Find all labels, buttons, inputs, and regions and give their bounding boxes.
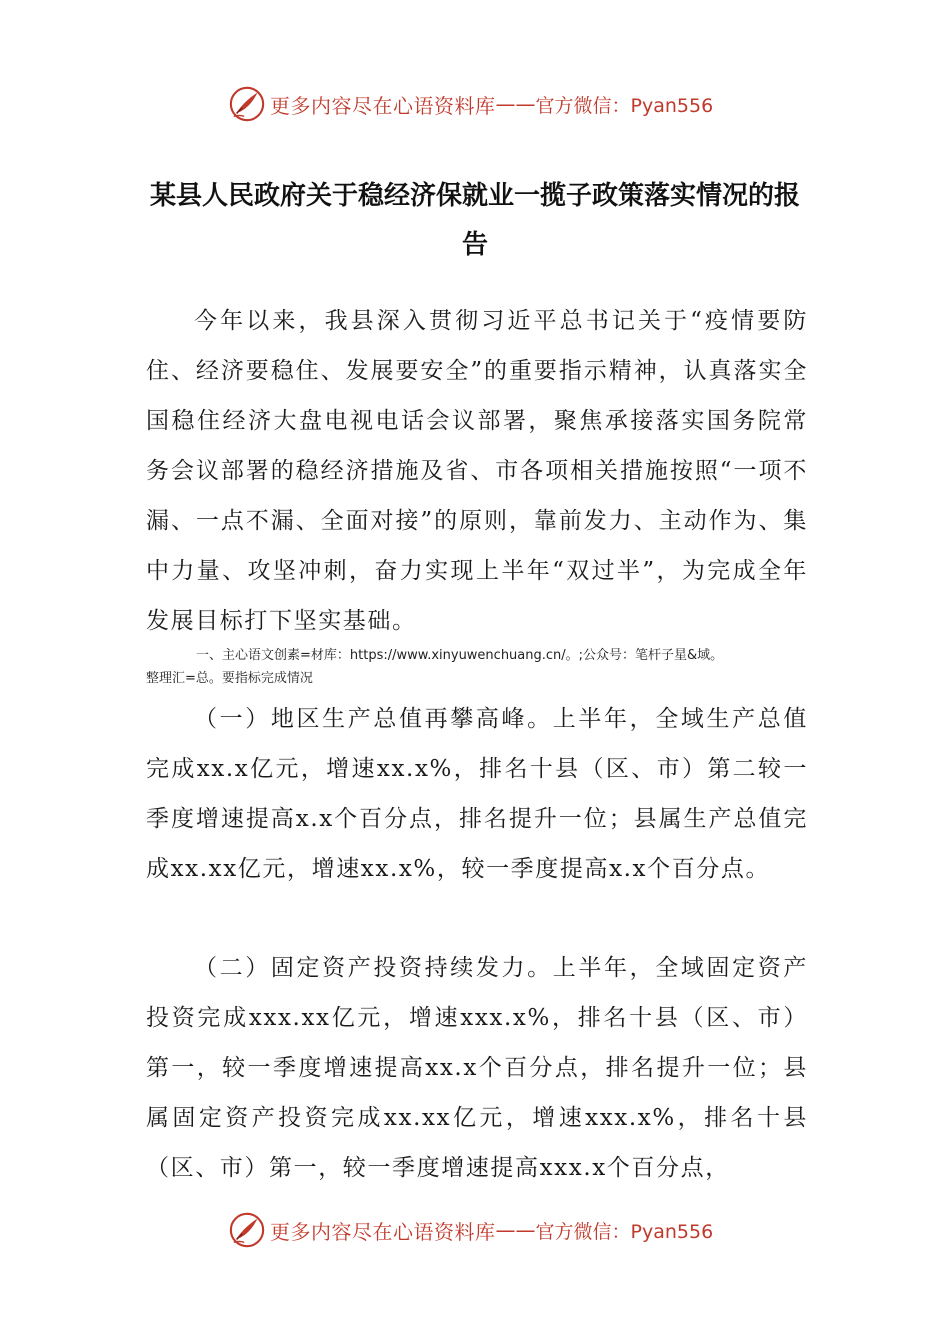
watermark-text: 更多内容尽在心语资料库 [270, 1219, 496, 1244]
intro-paragraph: 今年以来，我县深入贯彻习近平总书记关于“疫情要防住、经济要稳住、发展要安全”的重要指示精神，认真落实全国稳住经济大盘电视电话会议部署，聚焦承接落实国务院常务会议部署的稳经济措施及省、市各项相关措施按照“一项不漏、一点不漏、全面对接”的原则，靠前发力、主动作为、集中力量、攻坚冲刺，奋力实现上半年“双过半”，为完成全年发展目标打下坚实基础。 [146, 308, 808, 634]
watermark-wechat: 官方微信：Pyan556 [535, 94, 714, 117]
item-investment-paragraph: （二）固定资产投资持续发力。上半年，全域固定资产投资完成xxx.xx亿元，增速xxx.x%，排名十县（区、市）第一，较一季度增速提高xx.x个百分点，排名提升一位；县属固定资产投资完成xx.xx亿元，增速xxx.x%，排名十县（区、市）第一，较一季度增速提高xxx.x个百分点， [146, 955, 808, 1181]
watermark-header [228, 84, 713, 124]
document-title: 某县人民政府关于稳经济保就业一揽子政策落实情况的报告 [149, 181, 800, 260]
quill-logo-icon [228, 85, 266, 123]
watermark-text: 更多内容尽在心语资料库 [270, 93, 496, 118]
quill-logo-icon [228, 1211, 266, 1249]
section-heading-line-2: 整理汇=总。要指标完成情况 [146, 671, 313, 686]
watermark-dash: —— [495, 92, 536, 116]
watermark-wechat: 官方微信：Pyan556 [535, 1220, 714, 1243]
item-gdp-paragraph: （一）地区生产总值再攀高峰。上半年，全域生产总值完成xx.x亿元，增速xx.x%，排名十县（区、市）第二较一季度增速提高x.x个百分点，排名提升一位；县属生产总值完成xx.xx亿元，增速xx.x%，较一季度提高x.x个百分点。 [146, 706, 808, 882]
watermark-dash: —— [495, 1218, 536, 1242]
watermark-footer [228, 1210, 713, 1250]
section-heading-line-1: 一、主心语文创素=材库：https://www.xinyuwenchuang.cn/。;公众号：笔杆子星&域。 [196, 648, 724, 663]
